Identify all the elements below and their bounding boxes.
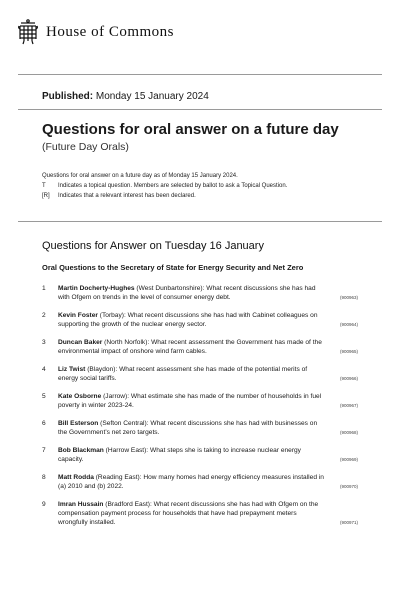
member-name: Bill Esterson bbox=[58, 420, 99, 427]
member-name: Kevin Foster bbox=[58, 312, 98, 319]
question-text: (Reading East): How many homes had energy efficiency measures installed in (a) 2010 and (b) 2022. bbox=[58, 474, 324, 491]
question-list bbox=[42, 284, 358, 536]
question-number: 8 bbox=[42, 474, 46, 481]
published-line bbox=[42, 91, 209, 102]
key-text: Indicates a topical question. Members are selected by ballot to ask a Topical Question. bbox=[58, 183, 288, 189]
member-name: Imran Hussain bbox=[58, 501, 104, 508]
question-number: 9 bbox=[42, 501, 46, 508]
question-reference: (900963) bbox=[339, 295, 358, 301]
question-item bbox=[42, 419, 358, 437]
question-text: (Jarrow): What estimate she has made of the number of households in fuel poverty in winter 2023-24. bbox=[58, 393, 322, 410]
question-item bbox=[42, 500, 358, 528]
intro-block bbox=[42, 171, 362, 201]
question-text: (North Norfolk): What recent assessment the Government has made of the environmental impact of onshore wind farm cables. bbox=[58, 339, 322, 356]
portcullis-icon bbox=[18, 19, 38, 45]
question-item bbox=[42, 392, 358, 410]
question-text: (Blaydon): What recent assessment she has made of the potential merits of energy social tariffs. bbox=[58, 366, 308, 383]
page-subtitle: (Future Day Orals) bbox=[42, 141, 129, 153]
key-text: Indicates that a relevant interest has been declared. bbox=[58, 193, 196, 199]
question-reference: (900965) bbox=[339, 349, 358, 355]
member-name: Liz Twist bbox=[58, 366, 86, 373]
question-item bbox=[42, 311, 358, 329]
question-text: (Sefton Central): What recent discussions she has had with businesses on the Government’s net zero targets. bbox=[58, 420, 318, 437]
house-name: House of Commons bbox=[46, 23, 174, 40]
key-symbol: [R] bbox=[42, 193, 50, 199]
question-reference: (900970) bbox=[339, 484, 358, 490]
page-title: Questions for oral answer on a future day bbox=[42, 121, 339, 138]
question-item bbox=[42, 365, 358, 383]
question-number: 7 bbox=[42, 447, 46, 454]
published-label: Published: bbox=[42, 91, 94, 102]
key-row bbox=[42, 191, 362, 201]
question-number: 1 bbox=[42, 285, 46, 292]
question-item bbox=[42, 446, 358, 464]
question-reference: (900966) bbox=[339, 376, 358, 382]
intro-line: Questions for oral answer on a future day as of Monday 15 January 2024. bbox=[42, 173, 238, 179]
member-name: Duncan Baker bbox=[58, 339, 103, 346]
question-number: 6 bbox=[42, 420, 46, 427]
key-symbol: T bbox=[42, 183, 46, 189]
member-name: Kate Osborne bbox=[58, 393, 102, 400]
intro-divider bbox=[18, 221, 382, 222]
published-divider bbox=[18, 109, 382, 110]
question-number: 5 bbox=[42, 393, 46, 400]
published-date: Monday 15 January 2024 bbox=[93, 91, 209, 102]
header bbox=[18, 12, 174, 52]
question-item bbox=[42, 338, 358, 356]
question-item bbox=[42, 473, 358, 491]
section-subtitle: Oral Questions to the Secretary of State for Energy Security and Net Zero bbox=[42, 263, 304, 272]
question-number: 3 bbox=[42, 339, 46, 346]
question-item bbox=[42, 284, 358, 302]
member-name: Matt Rodda bbox=[58, 474, 94, 481]
member-name: Martin Docherty-Hughes bbox=[58, 285, 135, 292]
question-number: 2 bbox=[42, 312, 46, 319]
question-reference: (900971) bbox=[339, 520, 358, 526]
question-text: (Torbay): What recent discussions she has had with Cabinet colleagues on supporting the growth of the nuclear energy sector. bbox=[58, 312, 318, 329]
section-title: Questions for Answer on Tuesday 16 January bbox=[42, 240, 264, 252]
question-text: (Bradford East): What recent discussions she has had with Ofgem on the compensation payment process for households that have had prepayment meters wrongfully installed. bbox=[58, 501, 319, 527]
member-name: Bob Blackman bbox=[58, 447, 104, 454]
question-reference: (900967) bbox=[339, 403, 358, 409]
question-reference: (900968) bbox=[339, 430, 358, 436]
question-number: 4 bbox=[42, 366, 46, 373]
question-text: (West Dunbartonshire): What recent discussions she has had with Ofgem on trends in the level of consumer energy debt. bbox=[58, 285, 316, 302]
question-reference: (900964) bbox=[339, 322, 358, 328]
key-row bbox=[42, 181, 362, 191]
header-divider bbox=[18, 74, 382, 75]
question-text: (Harrow East): What steps she is taking to increase nuclear energy capacity. bbox=[58, 447, 301, 464]
question-reference: (900969) bbox=[339, 457, 358, 463]
